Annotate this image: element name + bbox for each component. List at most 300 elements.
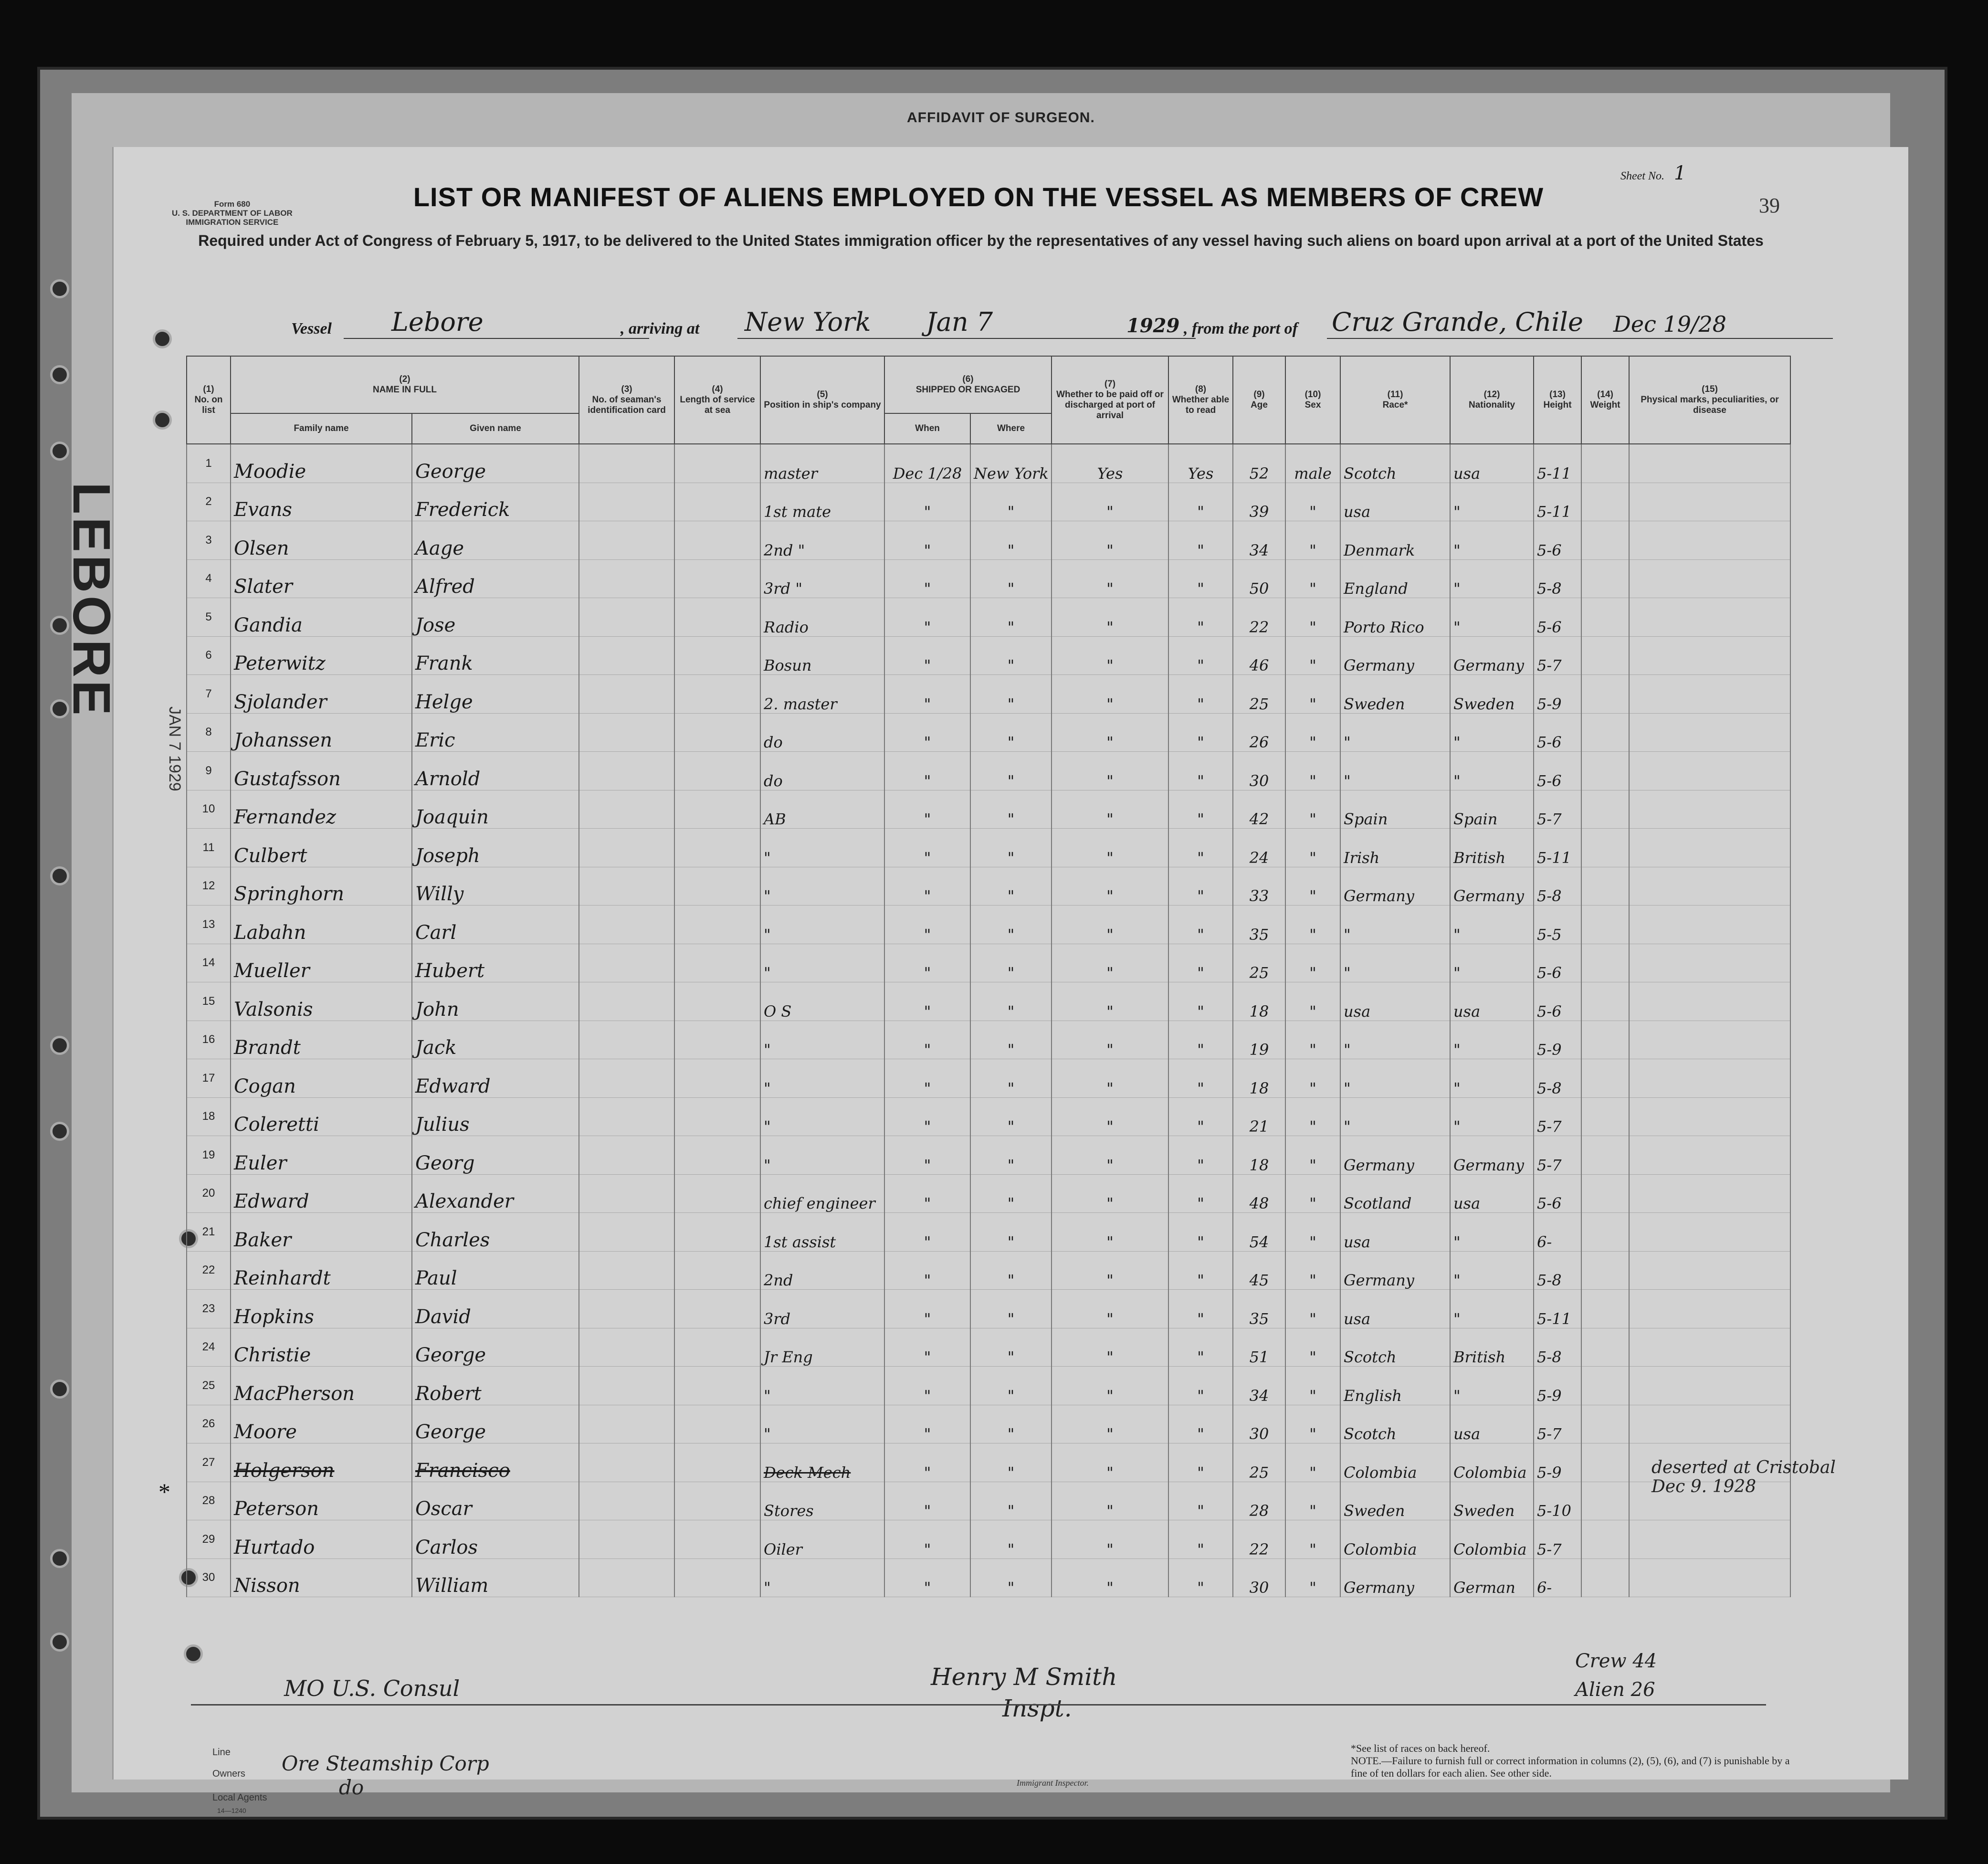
col-header-name: (2) NAME IN FULL: [231, 356, 579, 413]
weight-cell: [1581, 1367, 1629, 1405]
id-card-cell: [579, 483, 674, 521]
shipped-where-cell: ": [970, 559, 1052, 598]
agents-label: Local Agents: [212, 1792, 267, 1803]
height-cell: 5-6: [1534, 982, 1581, 1021]
family-name-cell: Mueller: [231, 944, 412, 982]
nationality-cell: Germany: [1450, 1136, 1534, 1175]
physical-marks-cell: [1629, 1251, 1790, 1290]
sex-cell: ": [1285, 1367, 1340, 1405]
given-name-cell: Carlos: [412, 1520, 579, 1559]
race-cell: ": [1340, 713, 1450, 752]
able-to-read-cell: ": [1168, 1482, 1233, 1520]
sex-cell: ": [1285, 636, 1340, 675]
paid-off-cell: ": [1052, 1290, 1168, 1328]
shipped-when-cell: ": [884, 483, 970, 521]
physical-marks-cell: [1629, 559, 1790, 598]
physical-marks-cell: [1629, 867, 1790, 906]
weight-cell: [1581, 1290, 1629, 1328]
sex-cell: ": [1285, 1097, 1340, 1136]
paid-off-cell: ": [1052, 867, 1168, 906]
vessel-stamp: LEBORE: [62, 482, 121, 718]
signature-name: Henry M Smith: [931, 1663, 1117, 1691]
height-cell: 5-8: [1534, 1251, 1581, 1290]
position-cell: 2nd: [760, 1251, 884, 1290]
weight-cell: [1581, 790, 1629, 829]
physical-marks-cell: [1629, 1520, 1790, 1559]
weight-cell: [1581, 752, 1629, 790]
able-to-read-cell: ": [1168, 1328, 1233, 1367]
shipped-where-cell: ": [970, 1520, 1052, 1559]
given-name-cell: Jose: [412, 598, 579, 637]
service-length-cell: [674, 1367, 760, 1405]
position-cell: Stores: [760, 1482, 884, 1520]
physical-marks-cell: [1629, 713, 1790, 752]
position-cell: chief engineer: [760, 1174, 884, 1213]
col-header-nationality: (12) Nationality: [1450, 356, 1534, 444]
id-card-cell: [579, 1290, 674, 1328]
race-cell: ": [1340, 906, 1450, 944]
table-row: [187, 1328, 1790, 1367]
row-number-cell: 13: [187, 906, 231, 944]
given-name-cell: Julius: [412, 1097, 579, 1136]
row-number-cell: 7: [187, 675, 231, 714]
nationality-cell: ": [1450, 483, 1534, 521]
height-cell: 5-6: [1534, 944, 1581, 982]
shipped-where-cell: ": [970, 1559, 1052, 1597]
height-cell: 5-6: [1534, 1174, 1581, 1213]
shipped-when-cell: ": [884, 1520, 970, 1559]
inspector-label: Immigrant Inspector.: [1017, 1778, 1089, 1788]
weight-cell: [1581, 1559, 1629, 1597]
nationality-cell: ": [1450, 1059, 1534, 1098]
given-name-cell: Hubert: [412, 944, 579, 982]
weight-cell: [1581, 598, 1629, 637]
shipped-when-cell: ": [884, 559, 970, 598]
sex-cell: ": [1285, 521, 1340, 560]
paid-off-cell: ": [1052, 906, 1168, 944]
service-length-cell: [674, 1213, 760, 1252]
binder-hole: [184, 1644, 203, 1664]
binder-hole: [50, 1549, 69, 1568]
binder-hole: [50, 442, 69, 461]
table-row: [187, 1174, 1790, 1213]
row-number-cell: 25: [187, 1367, 231, 1405]
height-cell: 5-10: [1534, 1482, 1581, 1520]
row-number-cell: 18: [187, 1097, 231, 1136]
given-name-cell: Francisco: [412, 1443, 579, 1482]
family-name-cell: Evans: [231, 483, 412, 521]
race-cell: Irish: [1340, 829, 1450, 867]
row-number-cell: 4: [187, 559, 231, 598]
crew-manifest-table: [186, 356, 1791, 1597]
paid-off-cell: ": [1052, 1405, 1168, 1443]
footer-divider: [191, 1704, 1766, 1706]
row-number-cell: 19: [187, 1136, 231, 1175]
paid-off-cell: ": [1052, 752, 1168, 790]
id-card-cell: [579, 521, 674, 560]
id-card-cell: [579, 1097, 674, 1136]
race-cell: usa: [1340, 483, 1450, 521]
position-cell: 3rd: [760, 1290, 884, 1328]
given-name-cell: Willy: [412, 867, 579, 906]
shipped-when-cell: ": [884, 1174, 970, 1213]
service-length-cell: [674, 1059, 760, 1098]
position-cell: ": [760, 1405, 884, 1443]
deserted-note: deserted at Cristobal Dec 9. 1928: [1651, 1458, 1836, 1496]
shipped-where-cell: ": [970, 982, 1052, 1021]
shipped-where-cell: ": [970, 1174, 1052, 1213]
paid-off-cell: ": [1052, 713, 1168, 752]
shipped-when-cell: ": [884, 867, 970, 906]
col-header-where: Where: [970, 413, 1052, 444]
nationality-cell: usa: [1450, 1405, 1534, 1443]
height-cell: 5-7: [1534, 1520, 1581, 1559]
age-cell: 25: [1233, 675, 1285, 714]
document-subtitle: Required under Act of Congress of February 5, 1917, to be delivered to the United States immigration officer by the representatives of any vessel having such aliens on board upon arrival at a port of the United States: [198, 232, 1764, 249]
footer-note: [1351, 1742, 1804, 1780]
able-to-read-cell: ": [1168, 944, 1233, 982]
position-cell: ": [760, 1059, 884, 1098]
position-cell: Oiler: [760, 1520, 884, 1559]
shipped-where-cell: ": [970, 521, 1052, 560]
table-row: [187, 1021, 1790, 1059]
race-cell: ": [1340, 944, 1450, 982]
nationality-cell: Spain: [1450, 790, 1534, 829]
nationality-cell: ": [1450, 598, 1534, 637]
paid-off-cell: ": [1052, 1021, 1168, 1059]
row-number-cell: 1: [187, 444, 231, 483]
paid-off-cell: ": [1052, 1328, 1168, 1367]
shipped-where-cell: ": [970, 675, 1052, 714]
family-name-cell: Cogan: [231, 1059, 412, 1098]
nationality-cell: Germany: [1450, 636, 1534, 675]
paid-off-cell: ": [1052, 483, 1168, 521]
sex-cell: ": [1285, 1251, 1340, 1290]
shipped-where-cell: ": [970, 944, 1052, 982]
col-header-family: Family name: [231, 413, 412, 444]
weight-cell: [1581, 1443, 1629, 1482]
shipped-when-cell: ": [884, 521, 970, 560]
race-cell: Scotch: [1340, 444, 1450, 483]
id-card-cell: [579, 867, 674, 906]
given-name-cell: Paul: [412, 1251, 579, 1290]
col-header-race: (11) Race*: [1340, 356, 1450, 444]
paid-off-cell: ": [1052, 636, 1168, 675]
height-cell: 5-8: [1534, 1328, 1581, 1367]
stamp-date: JAN 7 1929: [166, 706, 184, 791]
table-row: [187, 867, 1790, 906]
height-cell: 5-7: [1534, 1405, 1581, 1443]
physical-marks-cell: [1629, 982, 1790, 1021]
height-cell: 5-6: [1534, 752, 1581, 790]
id-card-cell: [579, 1559, 674, 1597]
paid-off-cell: ": [1052, 829, 1168, 867]
height-cell: 5-9: [1534, 1021, 1581, 1059]
weight-cell: [1581, 1059, 1629, 1098]
id-card-cell: [579, 982, 674, 1021]
weight-cell: [1581, 675, 1629, 714]
id-card-cell: [579, 1251, 674, 1290]
table-row: [187, 982, 1790, 1021]
binder-hole: [50, 866, 69, 885]
nationality-cell: Colombia: [1450, 1520, 1534, 1559]
weight-cell: [1581, 444, 1629, 483]
vessel-name: Lebore: [391, 307, 484, 337]
given-name-cell: Eric: [412, 713, 579, 752]
id-card-cell: [579, 1174, 674, 1213]
sex-cell: ": [1285, 906, 1340, 944]
able-to-read-cell: ": [1168, 483, 1233, 521]
nationality-cell: usa: [1450, 444, 1534, 483]
able-to-read-cell: ": [1168, 1059, 1233, 1098]
position-cell: ": [760, 944, 884, 982]
given-name-cell: Alexander: [412, 1174, 579, 1213]
age-cell: 39: [1233, 483, 1285, 521]
given-name-cell: Charles: [412, 1213, 579, 1252]
age-cell: 52: [1233, 444, 1285, 483]
col-header-no: (1) No. on list: [187, 356, 231, 444]
sex-cell: ": [1285, 1213, 1340, 1252]
form-label: [172, 200, 293, 227]
binder-hole: [50, 1380, 69, 1399]
given-name-cell: Joseph: [412, 829, 579, 867]
shipped-where-cell: ": [970, 1251, 1052, 1290]
physical-marks-cell: [1629, 790, 1790, 829]
sex-cell: ": [1285, 1136, 1340, 1175]
shipped-when-cell: ": [884, 1482, 970, 1520]
age-cell: 22: [1233, 598, 1285, 637]
position-cell: Bosun: [760, 636, 884, 675]
service-length-cell: [674, 906, 760, 944]
sex-cell: ": [1285, 1290, 1340, 1328]
able-to-read-cell: ": [1168, 1097, 1233, 1136]
able-to-read-cell: ": [1168, 1021, 1233, 1059]
affidavit-header: AFFIDAVIT OF SURGEON.: [907, 110, 1095, 126]
row-number-cell: 20: [187, 1174, 231, 1213]
paid-off-cell: ": [1052, 1213, 1168, 1252]
given-name-cell: Edward: [412, 1059, 579, 1098]
able-to-read-cell: ": [1168, 1405, 1233, 1443]
service-length-cell: [674, 713, 760, 752]
table-row: [187, 521, 1790, 560]
race-cell: Germany: [1340, 636, 1450, 675]
sex-cell: ": [1285, 944, 1340, 982]
age-cell: 45: [1233, 1251, 1285, 1290]
service-length-cell: [674, 829, 760, 867]
line-label: Line: [212, 1747, 231, 1758]
underline: [344, 338, 649, 339]
race-cell: ": [1340, 1097, 1450, 1136]
form-department: U. S. DEPARTMENT OF LABOR: [172, 209, 293, 218]
sex-cell: ": [1285, 829, 1340, 867]
position-cell: ": [760, 1559, 884, 1597]
nationality-cell: ": [1450, 1290, 1534, 1328]
age-cell: 18: [1233, 1136, 1285, 1175]
position-cell: ": [760, 1097, 884, 1136]
row-number-cell: 27: [187, 1443, 231, 1482]
shipped-where-cell: ": [970, 1021, 1052, 1059]
race-cell: usa: [1340, 1213, 1450, 1252]
family-name-cell: Hopkins: [231, 1290, 412, 1328]
weight-cell: [1581, 1405, 1629, 1443]
shipped-when-cell: ": [884, 790, 970, 829]
age-cell: 51: [1233, 1328, 1285, 1367]
row-number-cell: 5: [187, 598, 231, 637]
nationality-cell: Colombia: [1450, 1443, 1534, 1482]
row-number-cell: 16: [187, 1021, 231, 1059]
family-name-cell: Euler: [231, 1136, 412, 1175]
age-cell: 42: [1233, 790, 1285, 829]
able-to-read-cell: ": [1168, 790, 1233, 829]
able-to-read-cell: ": [1168, 1290, 1233, 1328]
row-number-cell: 3: [187, 521, 231, 560]
family-name-cell: Edward: [231, 1174, 412, 1213]
nationality-cell: British: [1450, 829, 1534, 867]
shipped-when-cell: ": [884, 598, 970, 637]
shipped-where-cell: ": [970, 636, 1052, 675]
age-cell: 24: [1233, 829, 1285, 867]
sex-cell: ": [1285, 598, 1340, 637]
table-row: [187, 752, 1790, 790]
weight-cell: [1581, 867, 1629, 906]
able-to-read-cell: ": [1168, 1174, 1233, 1213]
table-row: [187, 1059, 1790, 1098]
shipped-where-cell: ": [970, 790, 1052, 829]
row-number-cell: 26: [187, 1405, 231, 1443]
height-cell: 6-: [1534, 1559, 1581, 1597]
shipped-where-cell: ": [970, 1290, 1052, 1328]
shipped-where-cell: ": [970, 1367, 1052, 1405]
shipped-when-cell: ": [884, 1251, 970, 1290]
row-number-cell: 29: [187, 1520, 231, 1559]
age-cell: 21: [1233, 1097, 1285, 1136]
race-cell: ": [1340, 752, 1450, 790]
race-cell: Germany: [1340, 1136, 1450, 1175]
position-cell: Radio: [760, 598, 884, 637]
height-cell: 5-11: [1534, 829, 1581, 867]
nationality-cell: ": [1450, 559, 1534, 598]
race-cell: Germany: [1340, 1559, 1450, 1597]
table-row: [187, 1405, 1790, 1443]
nationality-cell: ": [1450, 1251, 1534, 1290]
service-length-cell: [674, 1482, 760, 1520]
weight-cell: [1581, 521, 1629, 560]
race-cell: English: [1340, 1367, 1450, 1405]
sheet-label: Sheet No.: [1620, 170, 1664, 182]
height-cell: 5-6: [1534, 598, 1581, 637]
age-cell: 33: [1233, 867, 1285, 906]
shipped-where-cell: ": [970, 1097, 1052, 1136]
physical-marks-cell: [1629, 1021, 1790, 1059]
alien-count: Alien 26: [1575, 1679, 1655, 1701]
given-name-cell: Joaquin: [412, 790, 579, 829]
shipped-when-cell: ": [884, 1328, 970, 1367]
owners-value: Ore Steamship Corp: [282, 1752, 489, 1775]
service-length-cell: [674, 982, 760, 1021]
service-length-cell: [674, 1443, 760, 1482]
shipped-where-cell: ": [970, 1136, 1052, 1175]
nationality-cell: ": [1450, 752, 1534, 790]
position-cell: ": [760, 1367, 884, 1405]
physical-marks-cell: [1629, 483, 1790, 521]
table-row: [187, 1097, 1790, 1136]
weight-cell: [1581, 829, 1629, 867]
col-header-id-card: (3) No. of seaman's identification card: [579, 356, 674, 444]
shipped-when-cell: ": [884, 1021, 970, 1059]
arriving-label: , arriving at: [621, 320, 700, 337]
shipped-where-cell: ": [970, 1213, 1052, 1252]
table-row: [187, 1559, 1790, 1597]
id-card-cell: [579, 1367, 674, 1405]
id-card-cell: [579, 636, 674, 675]
table-row: [187, 944, 1790, 982]
shipped-when-cell: ": [884, 906, 970, 944]
physical-marks-cell: [1629, 444, 1790, 483]
position-cell: do: [760, 713, 884, 752]
weight-cell: [1581, 1213, 1629, 1252]
weight-cell: [1581, 1097, 1629, 1136]
table-row: [187, 559, 1790, 598]
family-name-cell: Moore: [231, 1405, 412, 1443]
id-card-cell: [579, 1520, 674, 1559]
col-header-when: When: [884, 413, 970, 444]
position-cell: master: [760, 444, 884, 483]
position-cell: Jr Eng: [760, 1328, 884, 1367]
shipped-where-cell: ": [970, 752, 1052, 790]
shipped-when-cell: ": [884, 1367, 970, 1405]
shipped-where-cell: New York: [970, 444, 1052, 483]
shipped-when-cell: Dec 1/28: [884, 444, 970, 483]
form-code: 14—1240: [217, 1807, 246, 1814]
id-card-cell: [579, 1443, 674, 1482]
height-cell: 5-9: [1534, 1443, 1581, 1482]
penalty-note: NOTE.—Failure to furnish full or correct information in columns (2), (5), (6), and (7) is punishable by a fine of ten dollars for each alien. See other side.: [1351, 1755, 1790, 1779]
race-cell: Sweden: [1340, 675, 1450, 714]
able-to-read-cell: ": [1168, 982, 1233, 1021]
shipped-when-cell: ": [884, 713, 970, 752]
given-name-cell: George: [412, 1405, 579, 1443]
sex-cell: ": [1285, 752, 1340, 790]
sex-cell: ": [1285, 1174, 1340, 1213]
struck-entry-mark: *: [158, 1478, 170, 1505]
position-cell: do: [760, 752, 884, 790]
height-cell: 5-5: [1534, 906, 1581, 944]
physical-marks-cell: [1629, 752, 1790, 790]
shipped-when-cell: ": [884, 1059, 970, 1098]
given-name-cell: Frederick: [412, 483, 579, 521]
shipped-when-cell: ": [884, 1559, 970, 1597]
race-cell: usa: [1340, 982, 1450, 1021]
id-card-cell: [579, 1482, 674, 1520]
shipped-when-cell: ": [884, 829, 970, 867]
sex-cell: ": [1285, 1559, 1340, 1597]
nationality-cell: ": [1450, 906, 1534, 944]
row-number-cell: 6: [187, 636, 231, 675]
able-to-read-cell: Yes: [1168, 444, 1233, 483]
document-title: LIST OR MANIFEST OF ALIENS EMPLOYED ON THE VESSEL AS MEMBERS OF CREW: [413, 182, 1544, 212]
physical-marks-cell: [1629, 1059, 1790, 1098]
table-row: [187, 790, 1790, 829]
table-row: [187, 483, 1790, 521]
age-cell: 30: [1233, 752, 1285, 790]
height-cell: 5-8: [1534, 867, 1581, 906]
physical-marks-cell: [1629, 636, 1790, 675]
paid-off-cell: ": [1052, 1367, 1168, 1405]
row-number-cell: 15: [187, 982, 231, 1021]
given-name-cell: Georg: [412, 1136, 579, 1175]
row-number-cell: 8: [187, 713, 231, 752]
weight-cell: [1581, 636, 1629, 675]
